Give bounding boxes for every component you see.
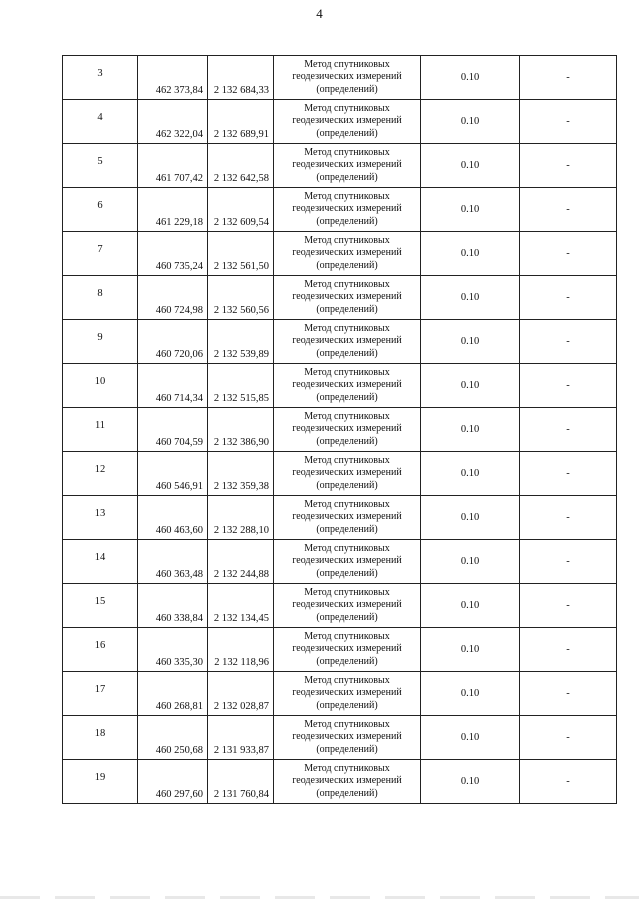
x-coordinate-cell: 460 363,48 [138, 540, 208, 584]
x-coordinate-cell: 460 463,60 [138, 496, 208, 540]
method-line: Метод спутниковых [304, 146, 390, 158]
accuracy-cell: 0.10 [421, 716, 520, 760]
page-number: 4 [316, 6, 323, 21]
table-row [63, 760, 617, 804]
note-cell: - [520, 188, 617, 232]
point-number-cell: 13 [63, 496, 138, 540]
x-coordinate-cell: 460 250,68 [138, 716, 208, 760]
y-coordinate-cell: 2 132 515,85 [208, 364, 274, 408]
method-line: геодезических измерений [292, 423, 402, 435]
table-row [63, 496, 617, 540]
x-coordinate-cell: 460 724,98 [138, 276, 208, 320]
point-number-cell: 19 [63, 760, 138, 804]
x-coordinate-cell: 460 735,24 [138, 232, 208, 276]
method-line: геодезических измерений [292, 247, 402, 259]
method-line: (определений) [316, 611, 378, 623]
accuracy-cell: 0.10 [421, 496, 520, 540]
method-line: геодезических измерений [292, 555, 402, 567]
x-coordinate-cell: 460 297,60 [138, 760, 208, 804]
method-line: (определений) [316, 435, 378, 447]
accuracy-cell: 0.10 [421, 56, 520, 100]
y-coordinate-cell: 2 132 609,54 [208, 188, 274, 232]
method-line: Метод спутниковых [304, 410, 390, 422]
method-line: Метод спутниковых [304, 674, 390, 686]
method-line: геодезических измерений [292, 335, 402, 347]
method-line: (определений) [316, 127, 378, 139]
y-coordinate-cell: 2 132 560,56 [208, 276, 274, 320]
coordinates-table-body [63, 56, 617, 804]
method-cell [274, 276, 421, 320]
point-number-cell: 10 [63, 364, 138, 408]
method-cell [274, 56, 421, 100]
method-cell [274, 144, 421, 188]
point-number-cell: 8 [63, 276, 138, 320]
method-line: (определений) [316, 743, 378, 755]
point-number-cell: 9 [63, 320, 138, 364]
table-row [63, 364, 617, 408]
method-line: геодезических измерений [292, 775, 402, 787]
method-line: (определений) [316, 699, 378, 711]
method-cell [274, 716, 421, 760]
y-coordinate-cell: 2 132 386,90 [208, 408, 274, 452]
x-coordinate-cell: 460 720,06 [138, 320, 208, 364]
x-coordinate-cell: 460 704,59 [138, 408, 208, 452]
x-coordinate-cell: 462 373,84 [138, 56, 208, 100]
method-line: геодезических измерений [292, 643, 402, 655]
point-number-cell: 15 [63, 584, 138, 628]
point-number-cell: 5 [63, 144, 138, 188]
note-cell: - [520, 232, 617, 276]
method-line: геодезических измерений [292, 291, 402, 303]
method-line: Метод спутниковых [304, 278, 390, 290]
method-line: Метод спутниковых [304, 322, 390, 334]
note-cell: - [520, 56, 617, 100]
y-coordinate-cell: 2 132 561,50 [208, 232, 274, 276]
accuracy-cell: 0.10 [421, 364, 520, 408]
method-line: (определений) [316, 391, 378, 403]
accuracy-cell: 0.10 [421, 584, 520, 628]
y-coordinate-cell: 2 132 539,89 [208, 320, 274, 364]
table-row [63, 320, 617, 364]
method-line: (определений) [316, 171, 378, 183]
method-line: Метод спутниковых [304, 718, 390, 730]
y-coordinate-cell: 2 132 028,87 [208, 672, 274, 716]
y-coordinate-cell: 2 132 359,38 [208, 452, 274, 496]
x-coordinate-cell: 460 335,30 [138, 628, 208, 672]
note-cell: - [520, 760, 617, 804]
method-line: Метод спутниковых [304, 542, 390, 554]
method-line: Метод спутниковых [304, 454, 390, 466]
method-cell [274, 628, 421, 672]
method-cell [274, 408, 421, 452]
table-row [63, 452, 617, 496]
point-number-cell: 17 [63, 672, 138, 716]
method-cell [274, 672, 421, 716]
method-line: Метод спутниковых [304, 58, 390, 70]
point-number-cell: 18 [63, 716, 138, 760]
table-row [63, 188, 617, 232]
method-line: Метод спутниковых [304, 102, 390, 114]
method-line: (определений) [316, 347, 378, 359]
table-row [63, 408, 617, 452]
method-line: геодезических измерений [292, 731, 402, 743]
scan-artifact-line [0, 896, 639, 899]
method-line: геодезических измерений [292, 71, 402, 83]
table-row [63, 672, 617, 716]
note-cell: - [520, 408, 617, 452]
y-coordinate-cell: 2 131 760,84 [208, 760, 274, 804]
x-coordinate-cell: 461 229,18 [138, 188, 208, 232]
method-line: (определений) [316, 215, 378, 227]
method-line: Метод спутниковых [304, 366, 390, 378]
method-line: (определений) [316, 303, 378, 315]
method-cell [274, 100, 421, 144]
method-line: (определений) [316, 655, 378, 667]
method-cell [274, 584, 421, 628]
table-row [63, 628, 617, 672]
method-cell [274, 320, 421, 364]
table-row [63, 100, 617, 144]
table-row [63, 276, 617, 320]
y-coordinate-cell: 2 132 118,96 [208, 628, 274, 672]
note-cell: - [520, 100, 617, 144]
accuracy-cell: 0.10 [421, 672, 520, 716]
note-cell: - [520, 364, 617, 408]
accuracy-cell: 0.10 [421, 276, 520, 320]
accuracy-cell: 0.10 [421, 628, 520, 672]
x-coordinate-cell: 460 268,81 [138, 672, 208, 716]
method-line: геодезических измерений [292, 467, 402, 479]
method-cell [274, 188, 421, 232]
method-line: (определений) [316, 787, 378, 799]
method-line: (определений) [316, 567, 378, 579]
method-line: Метод спутниковых [304, 586, 390, 598]
method-cell [274, 232, 421, 276]
table-row [63, 56, 617, 100]
point-number-cell: 3 [63, 56, 138, 100]
x-coordinate-cell: 460 338,84 [138, 584, 208, 628]
note-cell: - [520, 276, 617, 320]
method-cell [274, 540, 421, 584]
method-line: геодезических измерений [292, 115, 402, 127]
method-line: (определений) [316, 259, 378, 271]
accuracy-cell: 0.10 [421, 144, 520, 188]
method-line: Метод спутниковых [304, 762, 390, 774]
point-number-cell: 11 [63, 408, 138, 452]
table-row [63, 144, 617, 188]
note-cell: - [520, 628, 617, 672]
x-coordinate-cell: 462 322,04 [138, 100, 208, 144]
method-line: Метод спутниковых [304, 498, 390, 510]
y-coordinate-cell: 2 131 933,87 [208, 716, 274, 760]
note-cell: - [520, 540, 617, 584]
y-coordinate-cell: 2 132 689,91 [208, 100, 274, 144]
coordinates-table [62, 55, 617, 804]
accuracy-cell: 0.10 [421, 408, 520, 452]
method-line: геодезических измерений [292, 379, 402, 391]
method-line: (определений) [316, 83, 378, 95]
note-cell: - [520, 452, 617, 496]
accuracy-cell: 0.10 [421, 232, 520, 276]
method-cell [274, 452, 421, 496]
table-row [63, 716, 617, 760]
table-row [63, 540, 617, 584]
accuracy-cell: 0.10 [421, 540, 520, 584]
accuracy-cell: 0.10 [421, 188, 520, 232]
point-number-cell: 16 [63, 628, 138, 672]
method-line: Метод спутниковых [304, 630, 390, 642]
y-coordinate-cell: 2 132 288,10 [208, 496, 274, 540]
method-line: геодезических измерений [292, 203, 402, 215]
method-cell [274, 760, 421, 804]
accuracy-cell: 0.10 [421, 320, 520, 364]
method-cell [274, 364, 421, 408]
note-cell: - [520, 672, 617, 716]
point-number-cell: 7 [63, 232, 138, 276]
method-line: Метод спутниковых [304, 190, 390, 202]
table-row [63, 584, 617, 628]
accuracy-cell: 0.10 [421, 452, 520, 496]
method-line: геодезических измерений [292, 687, 402, 699]
x-coordinate-cell: 460 546,91 [138, 452, 208, 496]
table-row [63, 232, 617, 276]
y-coordinate-cell: 2 132 684,33 [208, 56, 274, 100]
method-line: (определений) [316, 479, 378, 491]
point-number-cell: 4 [63, 100, 138, 144]
point-number-cell: 6 [63, 188, 138, 232]
method-line: геодезических измерений [292, 511, 402, 523]
x-coordinate-cell: 461 707,42 [138, 144, 208, 188]
y-coordinate-cell: 2 132 244,88 [208, 540, 274, 584]
note-cell: - [520, 496, 617, 540]
accuracy-cell: 0.10 [421, 760, 520, 804]
note-cell: - [520, 584, 617, 628]
method-line: (определений) [316, 523, 378, 535]
note-cell: - [520, 144, 617, 188]
method-line: геодезических измерений [292, 599, 402, 611]
x-coordinate-cell: 460 714,34 [138, 364, 208, 408]
method-line: геодезических измерений [292, 159, 402, 171]
accuracy-cell: 0.10 [421, 100, 520, 144]
point-number-cell: 12 [63, 452, 138, 496]
method-line: Метод спутниковых [304, 234, 390, 246]
point-number-cell: 14 [63, 540, 138, 584]
y-coordinate-cell: 2 132 642,58 [208, 144, 274, 188]
note-cell: - [520, 716, 617, 760]
method-cell [274, 496, 421, 540]
note-cell: - [520, 320, 617, 364]
y-coordinate-cell: 2 132 134,45 [208, 584, 274, 628]
